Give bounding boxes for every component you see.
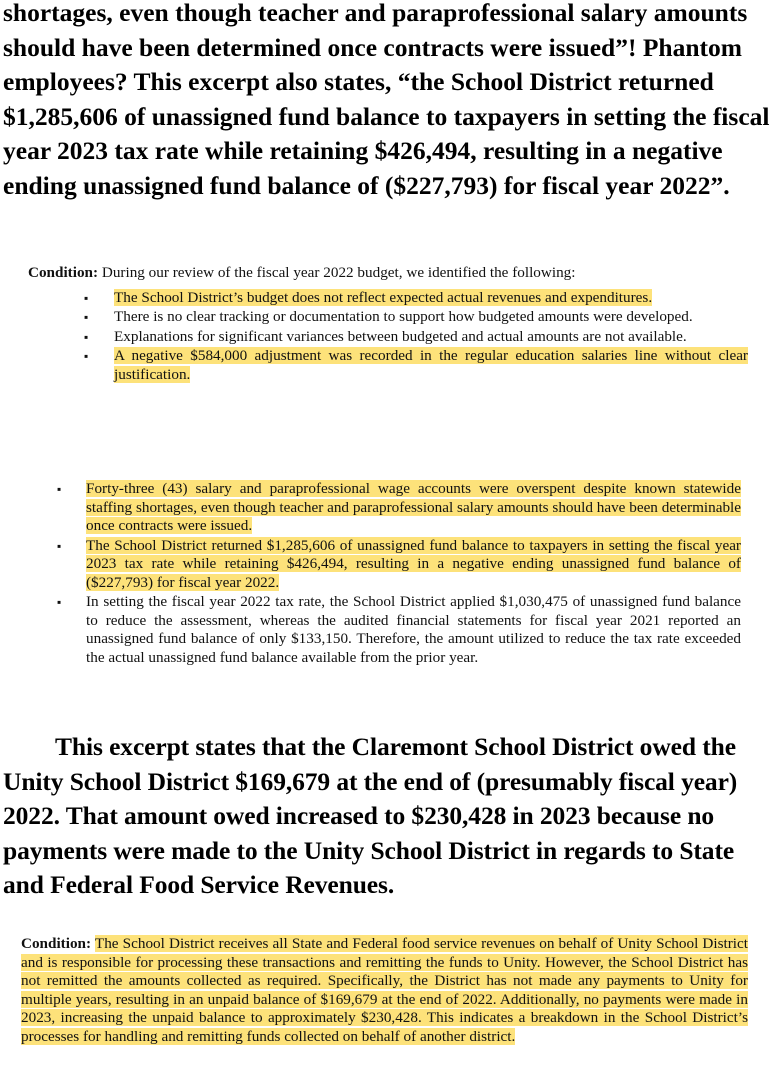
bullet-icon: ▪ bbox=[84, 329, 89, 344]
bullet-icon: ▪ bbox=[57, 595, 62, 609]
list-item bbox=[57, 480, 741, 536]
audit-excerpt-fund-balance bbox=[57, 480, 741, 667]
finding-text: A negative $584,000 adjustment was recorded in the regular education salaries line without clear justification. bbox=[114, 347, 748, 383]
bullet-icon: ▪ bbox=[84, 310, 89, 324]
bullet-icon: ▪ bbox=[57, 482, 62, 496]
fund-balance-findings-list bbox=[57, 480, 741, 667]
condition-text: During our review of the fiscal year 2022 budget, we identified the following: bbox=[101, 264, 576, 281]
list-item bbox=[28, 347, 748, 384]
finding-text: Forty-three (43) salary and paraprofessional wage accounts were overspent despite known statewide staffing shortages, even though teacher and paraprofessional salary amounts should have been determinable once contracts were issued. bbox=[86, 480, 741, 534]
budget-findings-list bbox=[28, 289, 748, 385]
list-item bbox=[57, 537, 741, 593]
finding-text: In setting the fiscal year 2022 tax rate, the School District applied $1,030,475 of unassigned fund balance to reduce the assessment, whereas the audited financial statements for fiscal year 2021 reported an unassigned fund balance of only $133,150. Therefore, the amount utilized to reduce the tax rate exceeded the actual unassigned fund balance available from the prior year. bbox=[86, 593, 741, 666]
list-item bbox=[28, 289, 748, 308]
finding-text: The School District’s budget does not reflect expected actual revenues and expenditures. bbox=[114, 288, 653, 306]
finding-text: Explanations for significant variances between budgeted and actual amounts are not available. bbox=[114, 327, 687, 345]
condition-line bbox=[28, 264, 748, 283]
finding-text: There is no clear tracking or documentation to support how budgeted amounts were developed. bbox=[114, 308, 693, 325]
condition-label: Condition: bbox=[28, 264, 99, 281]
intro-paragraph: shortages, even though teacher and paraprofessional salary amounts should have been determined once contracts were issued”! Phantom employees? This excerpt also states, “the School District returned $1,285,606 of unassigned fund balance to taxpayers in setting the fiscal year 2023 tax rate while retaining $426,494, resulting in a negative ending unassigned fund balance of ($227,793) for fiscal year 2022”. bbox=[3, 0, 770, 200]
list-item bbox=[28, 308, 748, 327]
commentary-text: This excerpt states that the Claremont School District owed the Unity School District $169,679 at the end of (presumably fiscal year) 2022. That amount owed increased to $230,428 in 2023 because no payments were made to the Unity School District in regards to State and Federal Food Service Revenues. bbox=[3, 732, 738, 899]
condition-text: The School District receives all State and Federal food service revenues on behalf of Unity School District and is responsible for processing these transactions and remitting the funds to Unity. However, the School District has not remitted the amounts collected as required. Specifically, the District has not made any payments to Unity for multiple years, resulting in an unpaid balance of $169,679 at the end of 2022. Additionally, no payments were made in 2023, increasing the unpaid balance to approximately $230,428. This indicates a breakdown in the School District’s processes for handling and remitting funds collected on behalf of another district. bbox=[21, 935, 748, 1045]
list-item bbox=[28, 328, 748, 347]
bullet-icon: ▪ bbox=[84, 349, 89, 363]
finding-text: The School District returned $1,285,606 of unassigned fund balance to taxpayers in setting the fiscal year 2023 tax rate while retaining $426,494, resulting in a negative ending unassigned fund balance of ($227,793) for fiscal year 2022. bbox=[86, 536, 741, 591]
condition-paragraph bbox=[21, 935, 748, 1047]
condition-label: Condition: bbox=[21, 935, 92, 952]
bullet-icon: ▪ bbox=[84, 290, 89, 305]
audit-excerpt-budget bbox=[28, 264, 748, 384]
list-item bbox=[57, 593, 741, 667]
bullet-icon: ▪ bbox=[57, 538, 62, 553]
commentary-paragraph bbox=[0, 730, 777, 903]
audit-excerpt-food-service bbox=[21, 935, 748, 1047]
